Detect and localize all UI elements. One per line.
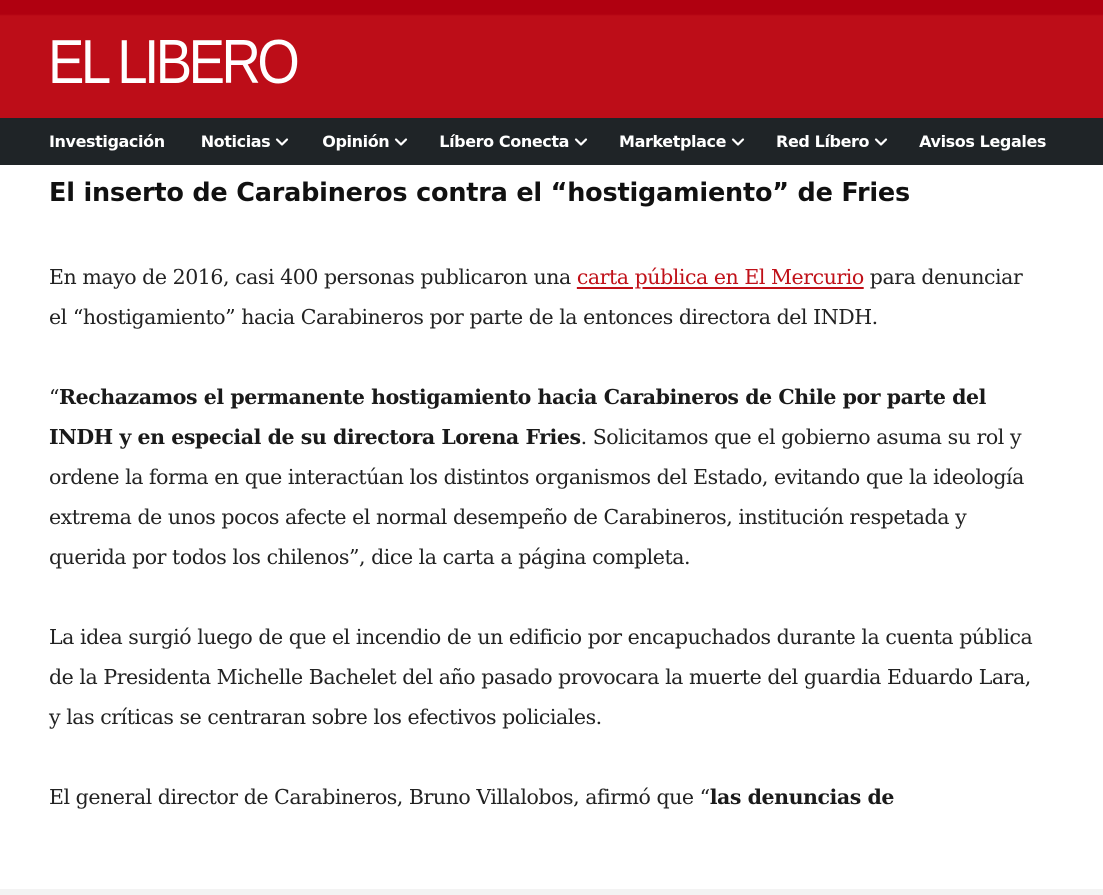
paragraph-3: La idea surgió luego de que el incendio de un edificio por encapuchados durante la cuenta pública de la Presidenta Michelle Bachelet del año pasado provocara la muerte del guardia Eduardo Lara, y las críticas se centraran sobre los efectivos policiales. bbox=[49, 625, 1033, 729]
section-headline: El inserto de Carabineros contra el “hostigamiento” de Fries bbox=[49, 178, 910, 208]
nav-item-label: Investigación bbox=[49, 132, 165, 151]
chevron-down-icon bbox=[274, 134, 290, 150]
nav-item-label: Opinión bbox=[322, 132, 390, 151]
nav-item-label: Noticias bbox=[200, 132, 271, 151]
paragraph-text: El general director de Carabineros, Bruno Villalobos, afirmó que “ bbox=[49, 785, 710, 809]
paragraph-text: para denunciar el “hostigamiento” hacia Carabineros por parte de la entonces directora del INDH. bbox=[49, 265, 1023, 329]
article-body bbox=[49, 165, 1039, 817]
nav-item-investigacion[interactable] bbox=[49, 132, 165, 151]
paragraph-2 bbox=[49, 377, 1039, 577]
nav-item-red-libero[interactable] bbox=[776, 132, 889, 151]
nav-item-libero-conecta[interactable] bbox=[439, 132, 589, 151]
nav-item-label: Líbero Conecta bbox=[439, 132, 570, 151]
site-logo[interactable]: EL LIBERO bbox=[48, 28, 297, 97]
chevron-down-icon bbox=[730, 134, 746, 150]
main-nav bbox=[0, 118, 1103, 165]
horizontal-scrollbar[interactable] bbox=[0, 889, 1103, 895]
chevron-down-icon bbox=[873, 134, 889, 150]
bold-quote: Rechazamos el permanente hostigamiento hacia Carabineros de Chile por parte del INDH y en especial de su directora Lorena Fries bbox=[49, 385, 986, 449]
bold-quote: las denuncias de bbox=[709, 785, 894, 809]
nav-item-label: Marketplace bbox=[619, 132, 727, 151]
paragraph-text: En mayo de 2016, casi 400 personas publicaron una bbox=[49, 265, 577, 289]
carta-publica-link[interactable]: carta pública en El Mercurio bbox=[576, 265, 864, 289]
nav-item-avisos-legales[interactable] bbox=[919, 132, 1046, 151]
nav-item-label: Red Líbero bbox=[776, 132, 870, 151]
chevron-down-icon bbox=[573, 134, 589, 150]
nav-item-noticias[interactable] bbox=[201, 132, 291, 151]
paragraph-1 bbox=[49, 257, 1039, 337]
nav-item-label: Avisos Legales bbox=[919, 132, 1047, 151]
nav-item-opinion[interactable] bbox=[322, 132, 409, 151]
site-header bbox=[0, 0, 1103, 118]
open-quote: “ bbox=[49, 385, 60, 409]
nav-item-marketplace[interactable] bbox=[619, 132, 746, 151]
chevron-down-icon bbox=[393, 134, 409, 150]
paragraph-4 bbox=[49, 777, 1039, 817]
paragraph-text: . Solicitamos que el gobierno asuma su rol y ordene la forma en que interactúan los distintos organismos del Estado, evitando que la ideología extrema de unos pocos afecte el normal desempeño de Carabineros, institución respetada y querida por todos los chilenos”, dice la carta a página completa. bbox=[49, 425, 1024, 569]
